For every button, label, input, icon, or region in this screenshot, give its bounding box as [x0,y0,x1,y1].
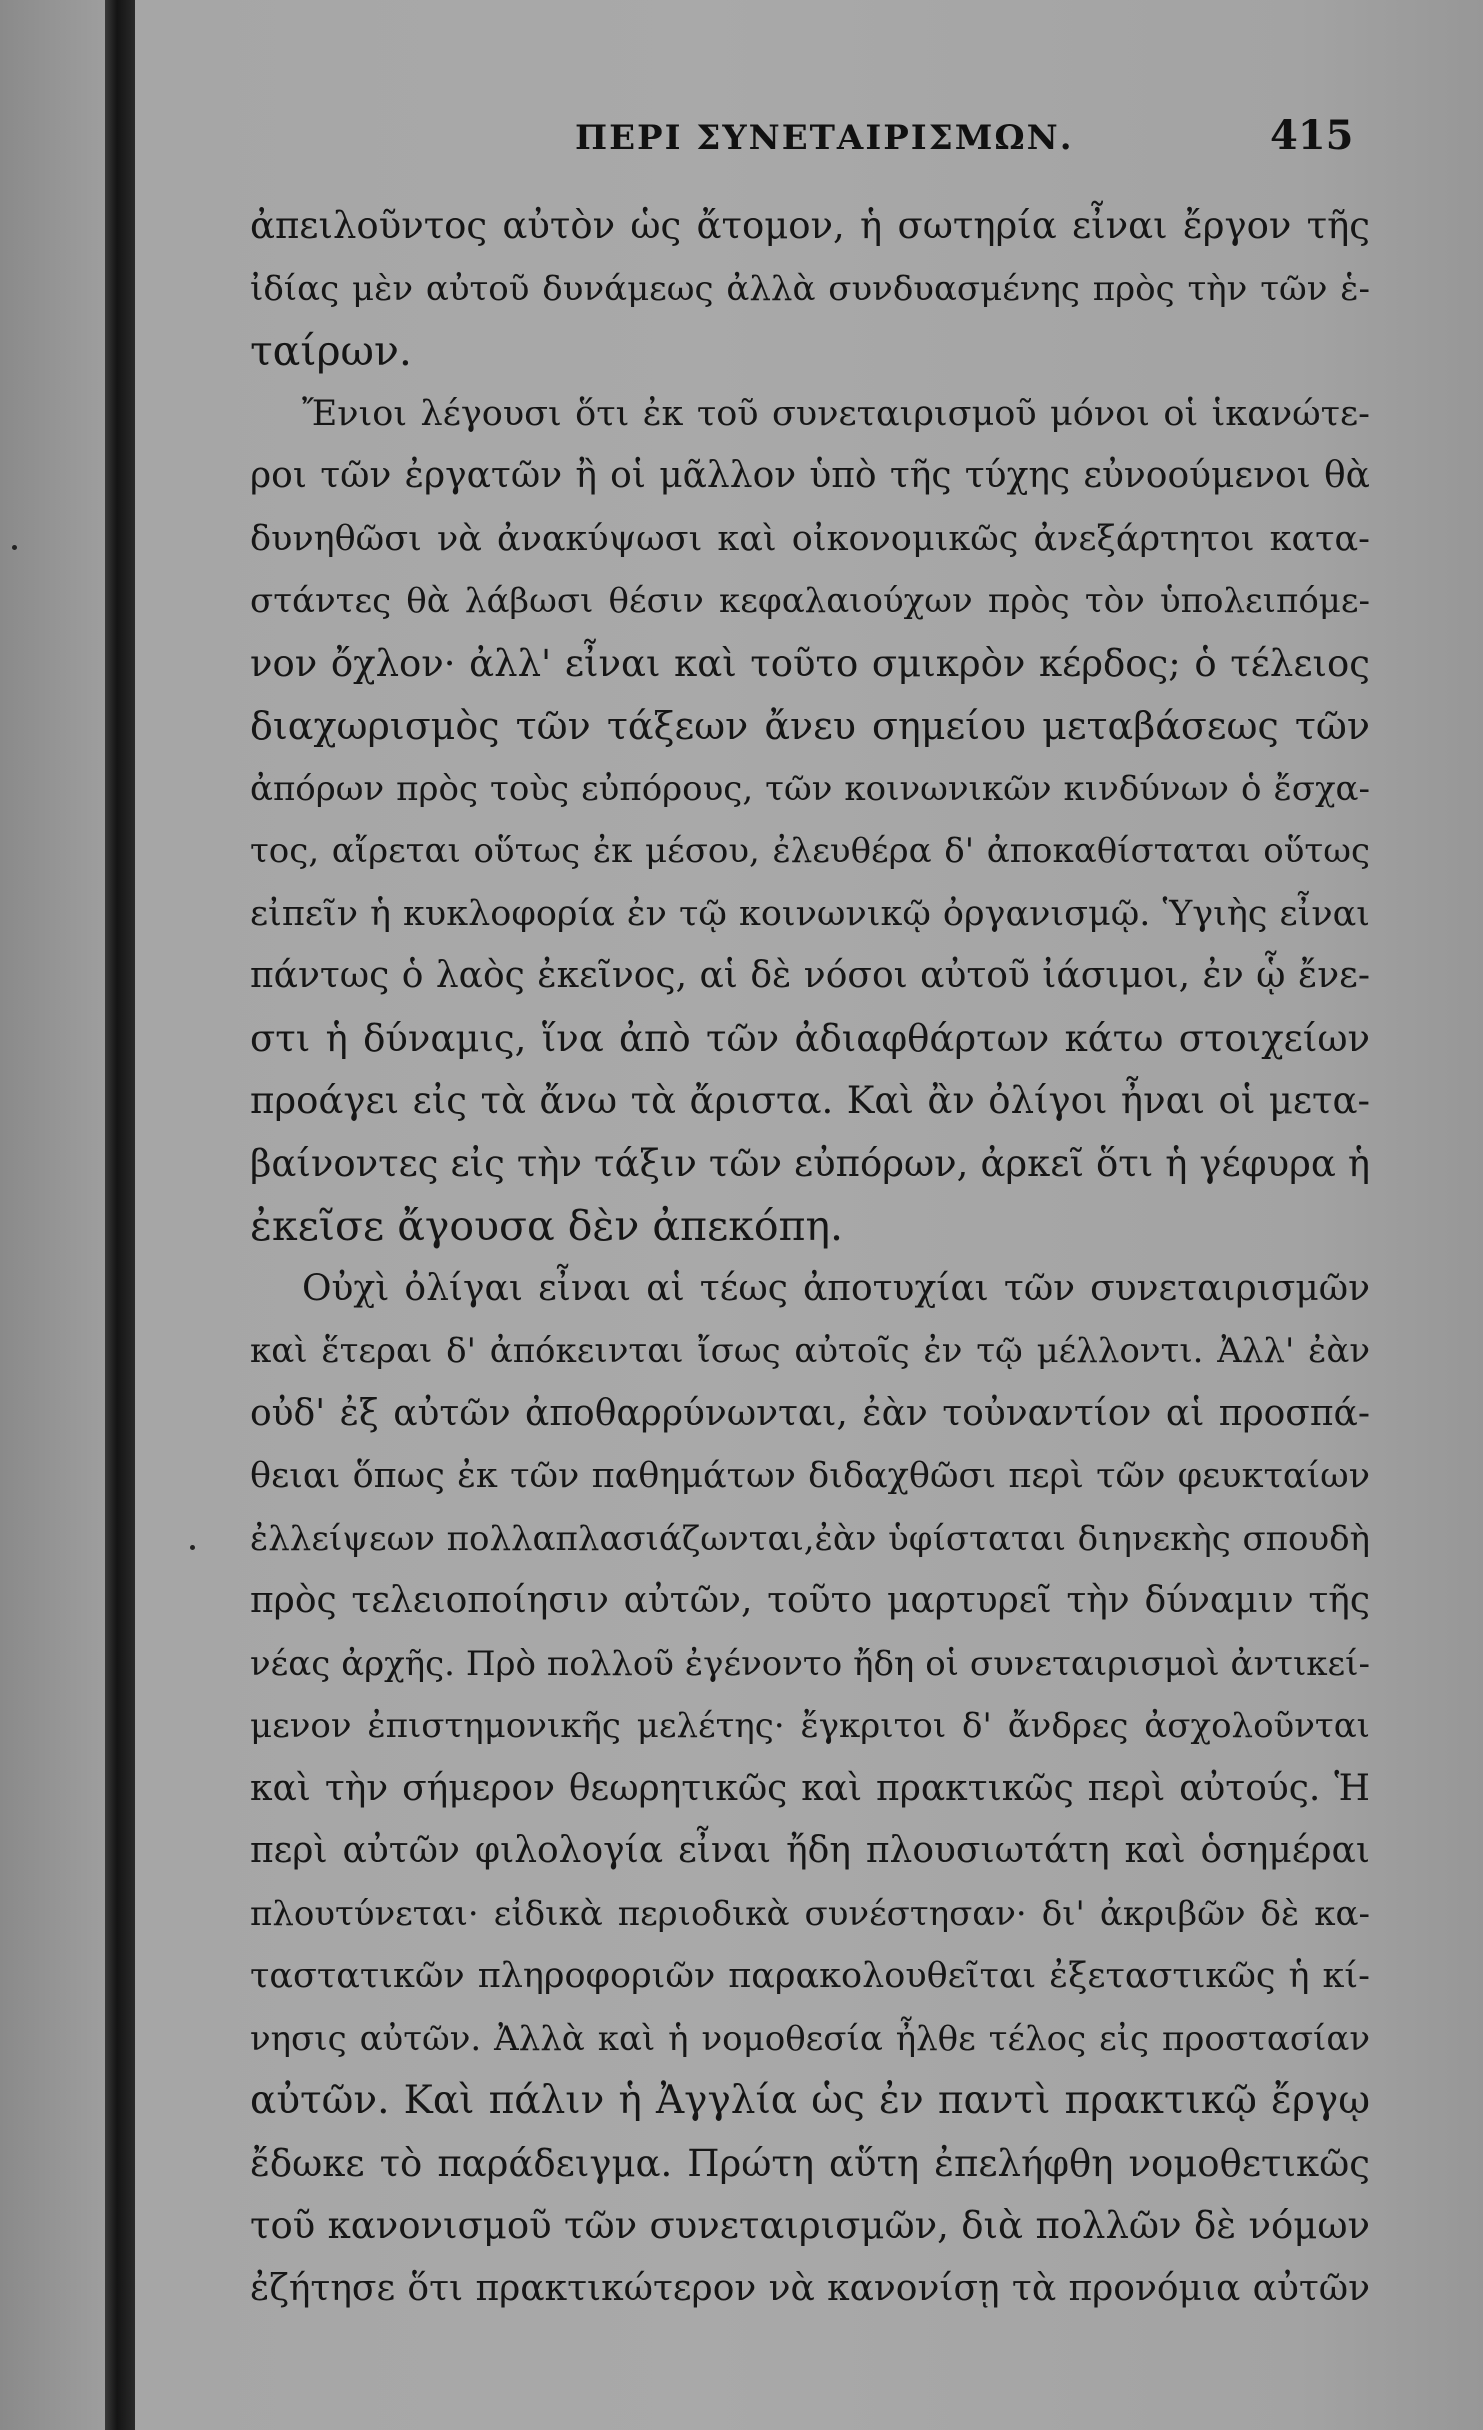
facing-page-edge [0,0,105,2430]
page-number: 415 [1270,112,1354,159]
text-line: τοῦ κανονισμοῦ τῶν συνεταιρισμῶν, διὰ πολλῶν δὲ νόμων [250,2204,1370,2247]
page-header [255,112,1355,172]
binding-gutter [105,0,135,2430]
text-line: στι ἡ δύναμις, ἵνα ἀπὸ τῶν ἀδιαφθάρτων κάτω στοιχείων [250,1016,1370,1060]
text-line: αὐτῶν. Καὶ πάλιν ἡ Ἀγγλία ὡς ἐν παντὶ πρακτικῷ ἔργῳ [250,2078,1370,2123]
text-line: εἰπεῖν ἡ κυκλοφορία ἐν τῷ κοινωνικῷ ὀργανισμῷ. Ὑγιὴς εἶναι [250,893,1370,934]
running-title: ΠΕΡΙ ΣΥΝΕΤΑΙΡΙΣΜΩΝ. [575,118,1074,158]
text-line: καὶ τὴν σήμερον θεωρητικῶς καὶ πρακτικῶς περὶ αὐτούς. Ἡ [250,1767,1370,1809]
text-line: ἔδωκε τὸ παράδειγμα. Πρώτη αὕτη ἐπελήφθη νομοθετικῶς [250,2141,1370,2185]
text-line: περὶ αὐτῶν φιλολογία εἶναι ἤδη πλουσιωτάτη καὶ ὁσημέραι [250,1830,1370,1871]
text-line: νον ὄχλον· ἀλλ' εἶναι καὶ τοῦτο σμικρὸν κέρδος; ὁ τέλειος [250,641,1370,685]
text-line: ταίρων. [250,327,412,375]
text-line: στάντες θὰ λάβωσι θέσιν κεφαλαιούχων πρὸς τὸν ὑπολειπόμε- [250,581,1370,621]
text-line: τος, αἴρεται οὕτως ἐκ μέσου, ἐλευθέρα δ' ἀποκαθίσταται οὕτως [250,831,1370,871]
text-line: νησις αὐτῶν. Ἀλλὰ καὶ ἡ νομοθεσία ἦλθε τέλος εἰς προστασίαν [250,2018,1370,2059]
text-line: θειαι ὅπως ἐκ τῶν παθημάτων διδαχθῶσι περὶ τῶν φευκταίων [250,1456,1370,1496]
text-line: πρὸς τελειοποίησιν αὐτῶν, τοῦτο μαρτυρεῖ τὴν δύναμιν τῆς [250,1580,1370,1621]
text-line: δυνηθῶσι νὰ ἀνακύψωσι καὶ οἰκονομικῶς ἀνεξάρτητοι κατα- [250,518,1370,559]
text-line: ἐζήτησε ὅτι πρακτικώτερον νὰ κανονίσῃ τὰ προνόμια αὐτῶν [250,2267,1370,2309]
text-line: ἐλλείψεων πολλαπλασιάζωνται,ἐὰν ὑφίσταται διηνεκὴς σπουδὴ [250,1518,1370,1559]
text-line: καὶ ἕτεραι δ' ἀπόκεινται ἴσως αὐτοῖς ἐν τῷ μέλλοντι. Ἀλλ' ἐὰν [250,1331,1370,1371]
text-line: μενον ἐπιστημονικῆς μελέτης· ἔγκριτοι δ' ἄνδρες ἀσχολοῦνται [250,1706,1370,1746]
text-line: ἰδίας μὲν αὐτοῦ δυνάμεως ἀλλὰ συνδυασμένης πρὸς τὴν τῶν ἑ- [250,268,1370,309]
text-line: διαχωρισμὸς τῶν τάξεων ἄνευ σημείου μεταβάσεως τῶν [250,704,1370,748]
margin-speck [190,1545,195,1550]
text-line: ροι τῶν ἐργατῶν ἢ οἱ μᾶλλον ὑπὸ τῆς τύχης εὐνοούμενοι θὰ [250,455,1370,496]
text-line: ἀπόρων πρὸς τοὺς εὐπόρους, τῶν κοινωνικῶν κινδύνων ὁ ἔσχα- [250,768,1370,809]
text-line: προάγει εἰς τὰ ἄνω τὰ ἄριστα. Καὶ ἂν ὀλίγοι ἦναι οἱ μετα- [250,1079,1370,1122]
text-line: βαίνοντες εἰς τὴν τάξιν τῶν εὐπόρων, ἀρκεῖ ὅτι ἡ γέφυρα ἡ [250,1141,1370,1185]
text-line: νέας ἀρχῆς. Πρὸ πολλοῦ ἐγένοντο ἤδη οἱ συνεταιρισμοὶ ἀντικεί- [250,1643,1370,1684]
text-line: ἐκεῖσε ἄγουσα δὲν ἀπεκόπη. [250,1202,844,1250]
text-line: οὐδ' ἐξ αὐτῶν ἀποθαρρύνωνται, ἐὰν τοὐναντίον αἱ προσπά- [250,1392,1370,1434]
body-text [250,195,1370,2320]
text-line: ταστατικῶν πληροφοριῶν παρακολουθεῖται ἐξεταστικῶς ἡ κί- [250,1956,1370,1996]
text-line: πάντως ὁ λαὸς ἐκεῖνος, αἱ δὲ νόσοι αὐτοῦ ἰάσιμοι, ἐν ᾧ ἔνε- [250,955,1370,996]
margin-speck [12,545,17,550]
text-line: Ἔνιοι λέγουσι ὅτι ἐκ τοῦ συνεταιρισμοῦ μόνοι οἱ ἱκανώτε- [302,393,1370,434]
text-line: πλουτύνεται· εἰδικὰ περιοδικὰ συνέστησαν· δι' ἀκριβῶν δὲ κα- [250,1893,1370,1934]
text-line: ἀπειλοῦντος αὐτὸν ὡς ἄτομον, ἡ σωτηρία εἶναι ἔργον τῆς [250,204,1370,247]
text-line: Οὐχὶ ὀλίγαι εἶναι αἱ τέως ἀποτυχίαι τῶν συνεταιρισμῶν [302,1267,1370,1309]
